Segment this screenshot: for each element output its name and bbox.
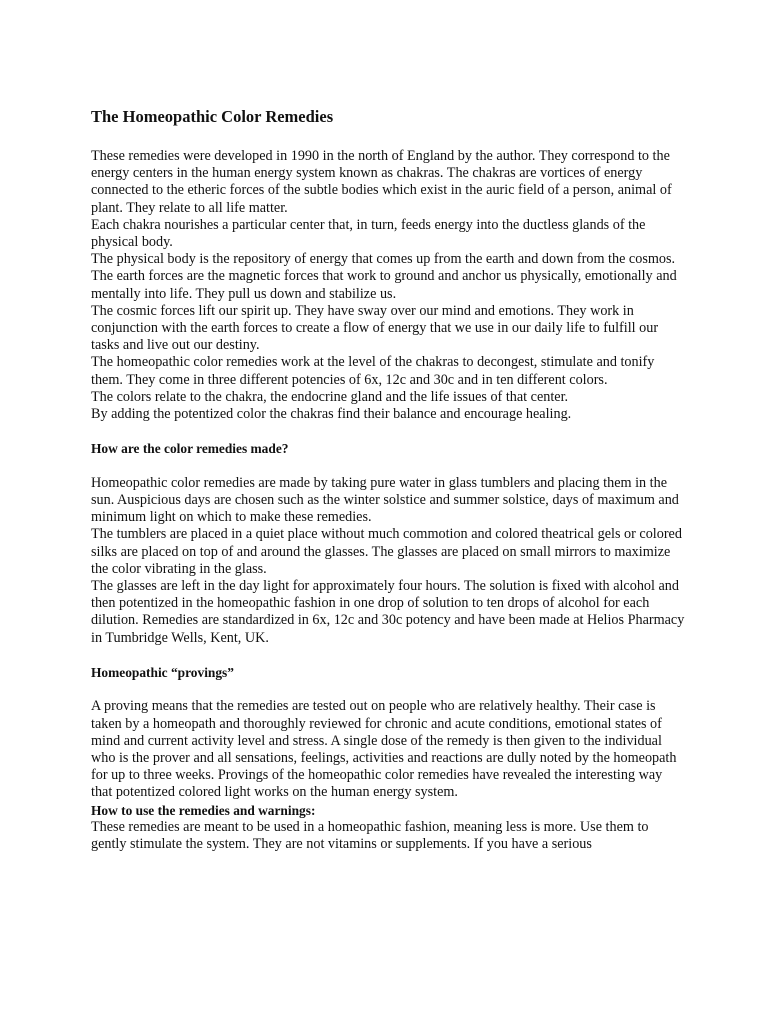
section-heading-provings: Homeopathic “provings” — [91, 665, 234, 681]
spacer — [91, 458, 686, 475]
spacer — [91, 131, 686, 148]
section-heading-use: How to use the remedies and warnings: — [91, 802, 316, 818]
intro-paragraph-2: Each chakra nourishes a particular center that, in turn, feeds energy into the ductless glands of the physical body. — [91, 216, 646, 251]
spacer — [91, 423, 686, 440]
document-title: The Homeopathic Color Remedies — [91, 107, 334, 126]
intro-paragraph-7: By adding the potentized color the chakras find their balance and encourage healing. — [91, 406, 572, 423]
spacer — [91, 647, 686, 664]
made-paragraph-3: The glasses are left in the day light for approximately four hours. The solution is fixed with alcohol and then potentized in the homeopathic fashion in one drop of solution to ten drops of alcohol for each dilution. Remedies are standardized in 6x, 12c and 30c potency and have been made at Helios Pharmacy in Tumbridge Wells, Kent, UK. — [91, 578, 685, 646]
spacer — [91, 681, 686, 698]
section-heading-made: How are the color remedies made? — [91, 441, 289, 457]
document-page — [91, 103, 686, 853]
intro-paragraph-4: The cosmic forces lift our spirit up. They have sway over our mind and emotions. They work in conjunction with the earth forces to create a flow of energy that we use in our daily life to fulfill our tasks and live out our destiny. — [91, 302, 659, 354]
intro-paragraph-3: The physical body is the repository of energy that comes up from the earth and down from the cosmos. The earth forces are the magnetic forces that work to ground and anchor us physically, emotionally and mentally into life. They pull us down and stabilize us. — [91, 251, 677, 302]
made-paragraph-1: Homeopathic color remedies are made by taking pure water in glass tumblers and placing them in the sun. Auspicious days are chosen such as the winter solstice and summer solstice, days of maximum and minimum light on which to make these remedies. — [91, 474, 679, 526]
use-paragraph-1: These remedies are meant to be used in a homeopathic fashion, meaning less is more. Use them to gently stimulate the system. They are not vitamins or supplements. If you have a serious — [91, 818, 649, 853]
made-paragraph-2: The tumblers are placed in a quiet place without much commotion and colored theatrical gels or colored silks are placed on top of and around the glasses. The glasses are placed on small mirrors to maximize the color vibrating in the glass. — [91, 526, 682, 577]
intro-paragraph-6: The colors relate to the chakra, the endocrine gland and the life issues of that center. — [91, 388, 569, 405]
intro-paragraph-1: These remedies were developed in 1990 in the north of England by the author. They correspond to the energy centers in the human energy system known as chakras. The chakras are vortices of energy connected to the etheric forces of the subtle bodies which exist in the auric field of a person, animal of plant. They relate to all life matter. — [91, 148, 672, 216]
provings-paragraph-1: A proving means that the remedies are tested out on people who are relatively healthy. Their case is taken by a homeopath and thoroughly reviewed for chronic and acute conditions, emotional states of mind and current activity level and stress. A single dose of the remedy is then given to the individual who is the prover and all sensations, feelings, activities and reactions are dully noted by the homeopath for up to three weeks. Provings of the homeopathic color remedies have revealed the interesting way that potentized colored light works on the human energy system. — [91, 698, 677, 801]
intro-paragraph-5: The homeopathic color remedies work at the level of the chakras to decongest, stimulate and tonify them. They come in three different potencies of 6x, 12c and 30c and in ten different colors. — [91, 354, 655, 388]
